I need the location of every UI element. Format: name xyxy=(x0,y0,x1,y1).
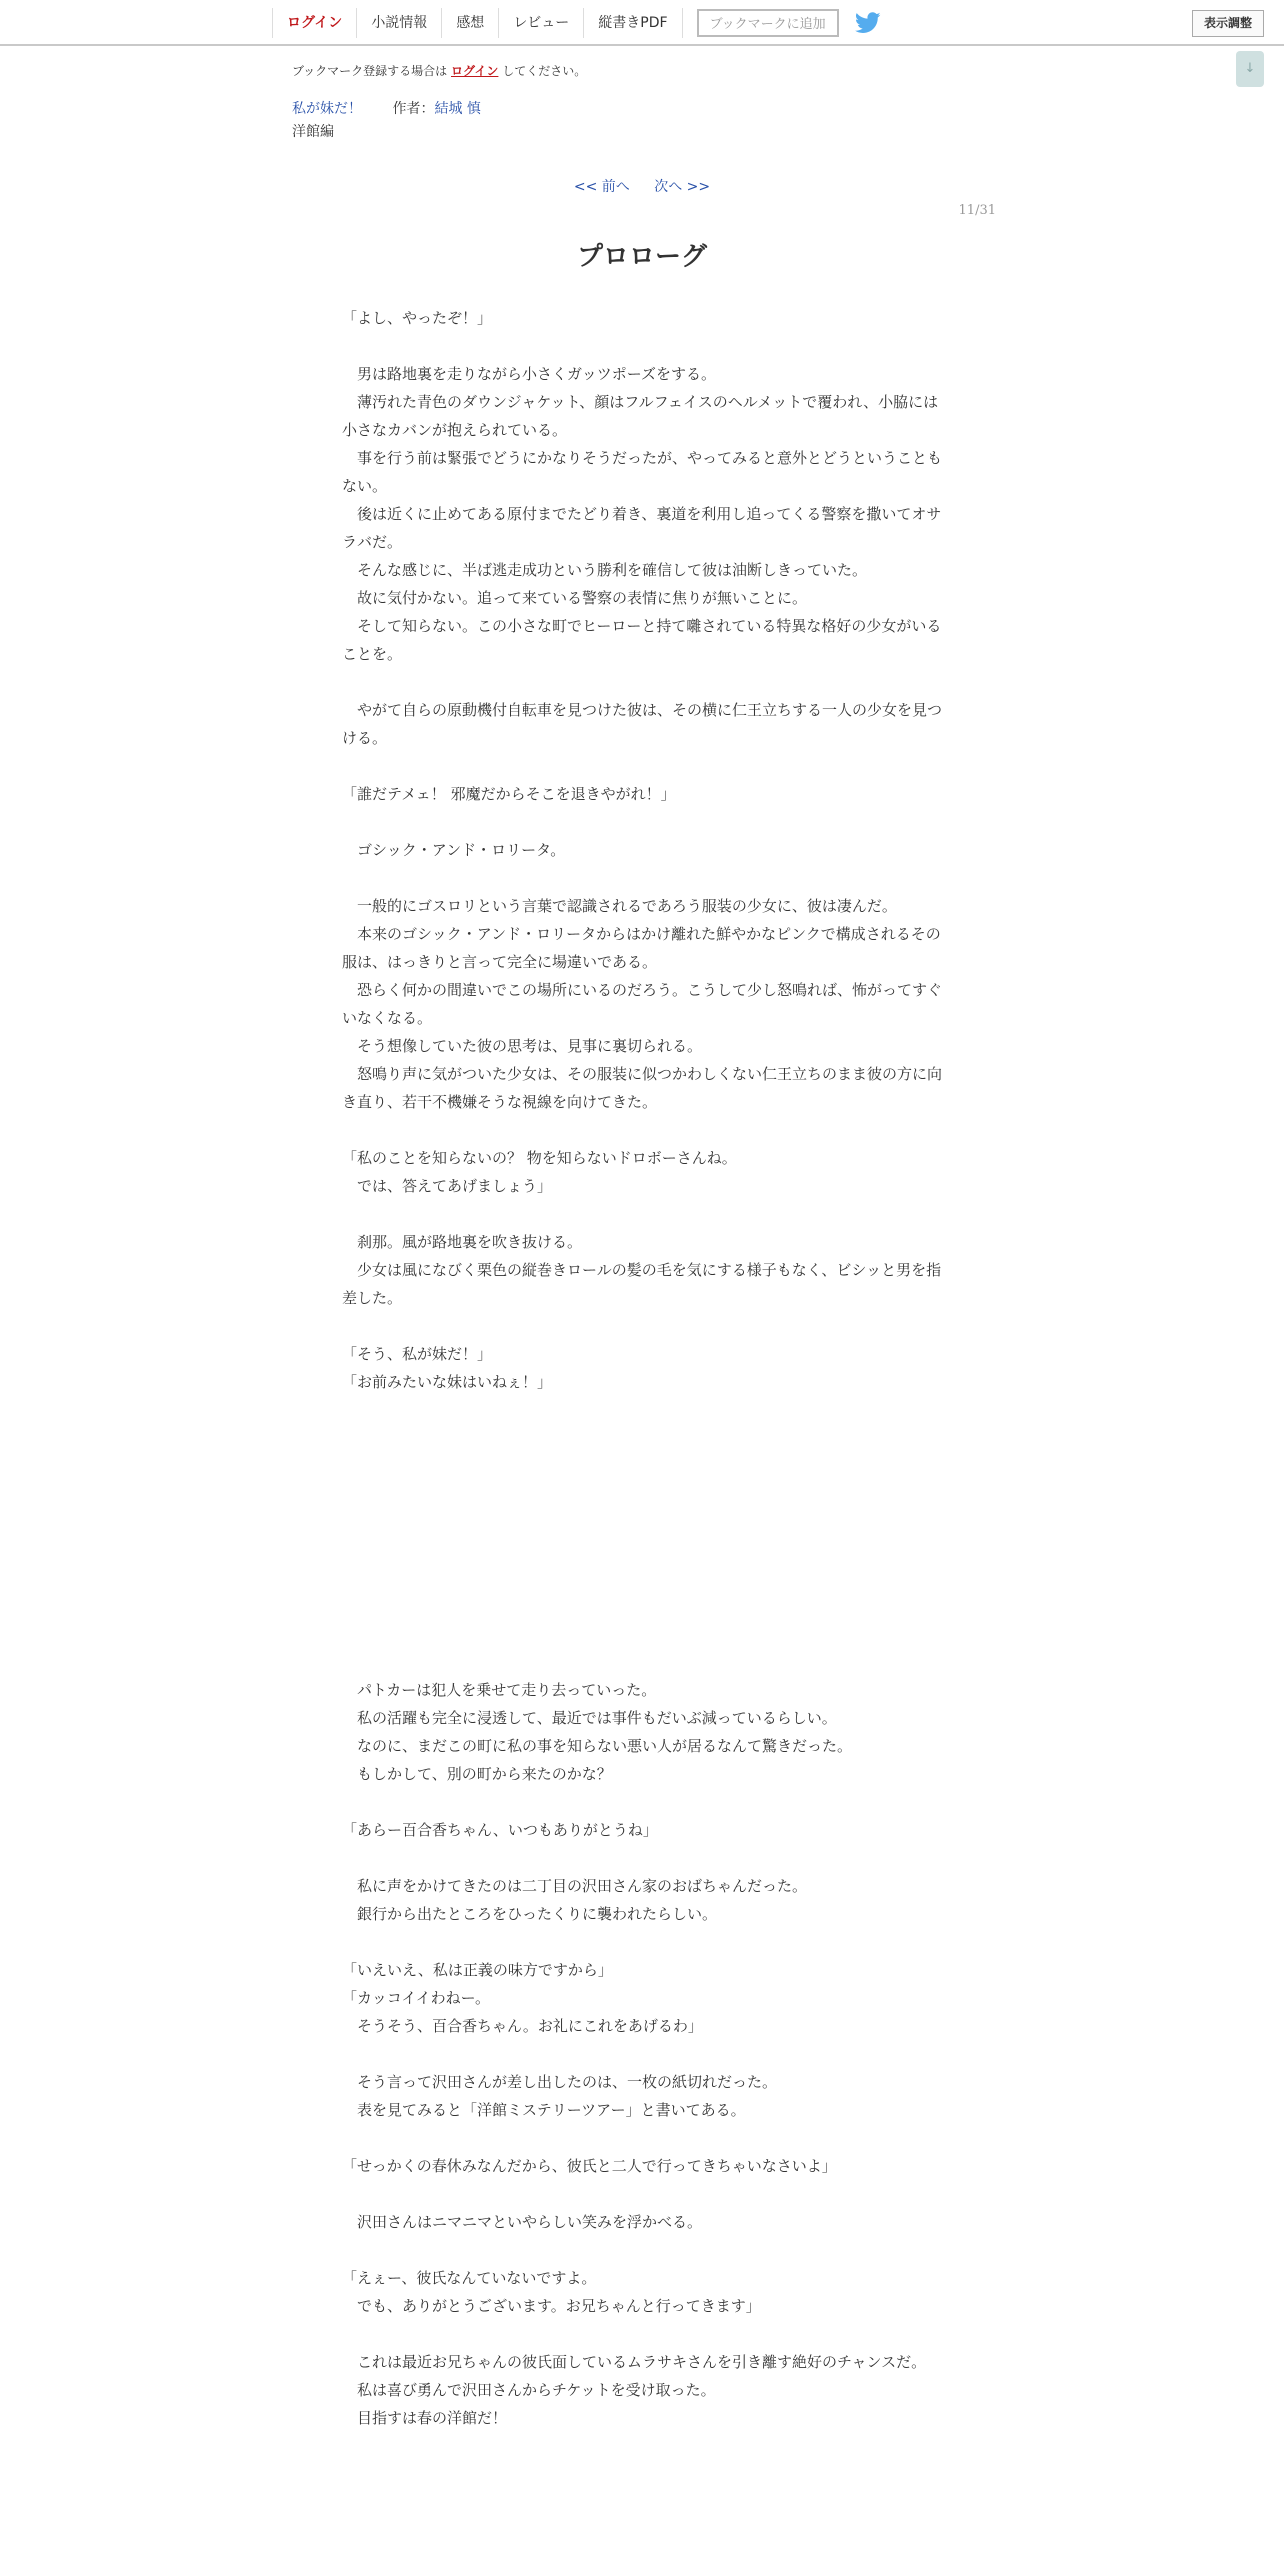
body-text-line: 男は路地裏を走りながら小さくガッツポーズをする。 xyxy=(342,365,716,383)
episode-pager xyxy=(0,176,1284,196)
scroll-down-arrow-icon[interactable]: ↓ xyxy=(1236,51,1264,87)
body-text-line xyxy=(342,864,942,892)
body-text-line: なのに、まだこの町に私の事を知らない悪い人が居るなんて驚きだった。 xyxy=(342,1737,853,1755)
nav-login-link[interactable]: ログイン xyxy=(272,8,356,38)
body-text-line xyxy=(342,1312,942,1340)
display-adjust-button[interactable]: 表示調整 xyxy=(1192,10,1264,37)
body-text-line: そう想像していた彼の思考は、見事に裏切られる。 xyxy=(342,1037,703,1055)
body-text-line xyxy=(342,808,942,836)
prev-episode-link[interactable]: << 前へ xyxy=(573,179,630,195)
add-bookmark-button[interactable]: ブックマークに追加 xyxy=(697,9,839,37)
episode-title: プロローグ xyxy=(576,242,707,272)
body-text-line: そう言って沢田さんが差し出したのは、一枚の紙切れだった。 xyxy=(342,2073,778,2091)
novel-title-link[interactable]: 私が妹だ！ xyxy=(292,101,362,117)
twitter-bird-icon[interactable] xyxy=(855,12,881,34)
body-text-line: 一般的にゴスロリという言葉で認識されるであろう服装の少女に、彼は凄んだ。 xyxy=(342,897,897,915)
body-text-line xyxy=(342,1200,942,1228)
body-text-line: 恐らく何かの間違いでこの場所にいるのだろう。こうして少し怒鳴れば、怖がってすぐいなくなる。 xyxy=(342,981,943,1027)
body-text-line: 私に声をかけてきたのは二丁目の沢田さん家のおばちゃんだった。 xyxy=(342,1877,808,1895)
body-text-line xyxy=(342,1116,942,1144)
episode-counter: 11/31 xyxy=(958,203,996,218)
body-text-line: 少女は風になびく栗色の縦巻きロールの髪の毛を気にする様子もなく、ビシッと男を指差した。 xyxy=(342,1261,942,1307)
body-text-line: そんな感じに、半ば逃走成功という勝利を確信して彼は油断しきっていた。 xyxy=(342,561,868,579)
body-text-line xyxy=(342,2320,942,2348)
body-text-line xyxy=(342,332,942,360)
body-text-line xyxy=(342,1788,942,1816)
episode-body xyxy=(342,304,942,2432)
body-text-line: 事を行う前は緊張でどうにかなりそうだったが、やってみると意外とどうということもない。 xyxy=(342,449,943,495)
body-text-line: ゴシック・アンド・ロリータ。 xyxy=(342,841,566,859)
body-text-line: 「せっかくの春休みなんだから、彼氏と二人で行ってきちゃいなさいよ」 xyxy=(342,2157,837,2175)
body-text-line: 私は喜び勇んで沢田さんからチケットを受け取った。 xyxy=(342,2381,716,2399)
body-text-line: 「えぇー、彼氏なんていないですよ。 xyxy=(342,2269,597,2287)
nav-impressions-link[interactable]: 感想 xyxy=(441,8,498,38)
body-text-line: 故に気付かない。追って来ている警察の表情に焦りが無いことに。 xyxy=(342,589,808,607)
body-text-line: 「そう、私が妹だ！」 xyxy=(342,1345,493,1363)
body-text-line: 「いえいえ、私は正義の味方ですから」 xyxy=(342,1961,613,1979)
scene-break-gap xyxy=(342,1396,942,1676)
body-text-line: 本来のゴシック・アンド・ロリータからはかけ離れた鮮やかなピンクで構成されるその服は、はっきりと言って完全に場違いである。 xyxy=(342,925,941,971)
novel-title-line xyxy=(292,98,481,118)
nav-novel-info-link[interactable]: 小説情報 xyxy=(356,8,441,38)
body-text-line: 「誰だテメェ！ 邪魔だからそこを退きやがれ！」 xyxy=(342,785,676,803)
body-text-line xyxy=(342,1928,942,1956)
body-text-line: でも、ありがとうございます。お兄ちゃんと行ってきます」 xyxy=(342,2297,761,2315)
body-text-line: 表を見てみると「洋館ミステリーツアー」と書いてある。 xyxy=(342,2101,746,2119)
nav-review-link[interactable]: レビュー xyxy=(498,8,583,38)
author-name-link[interactable]: 結城 慎 xyxy=(434,101,481,117)
body-text-line xyxy=(342,2180,942,2208)
body-text-line: では、答えてあげましょう」 xyxy=(342,1177,553,1195)
body-text-line: そうそう、百合香ちゃん。お礼にこれをあげるわ」 xyxy=(342,2017,703,2035)
body-text-line xyxy=(342,2124,942,2152)
notice-text-after: してください。 xyxy=(502,64,587,78)
body-text-line: 目指すは春の洋館だ！ xyxy=(342,2409,508,2427)
body-text-line: これは最近お兄ちゃんの彼氏面しているムラサキさんを引き離す絶好のチャンスだ。 xyxy=(342,2353,927,2371)
body-text-line: もしかして、別の町から来たのかな？ xyxy=(342,1765,612,1783)
body-text-line: 銀行から出たところをひったくりに襲われたらしい。 xyxy=(342,1905,718,1923)
body-text-line: 刹那。風が路地裏を吹き抜ける。 xyxy=(342,1233,583,1251)
body-text-line: 「カッコイイわねー。 xyxy=(342,1989,491,2007)
body-text-line: やがて自らの原動機付自転車を見つけた彼は、その横に仁王立ちする一人の少女を見つける。 xyxy=(342,701,943,747)
body-text-line xyxy=(342,2236,942,2264)
body-text-line: 怒鳴り声に気がついた少女は、その服装に似つかわしくない仁王立ちのまま彼の方に向き直り、若干不機嫌そうな視線を向けてきた。 xyxy=(342,1065,943,1111)
body-text-line xyxy=(342,752,942,780)
chapter-label: 洋館編 xyxy=(292,124,334,140)
body-text-line: 「あらー百合香ちゃん、いつもありがとうね」 xyxy=(342,1821,658,1839)
bookmark-login-notice xyxy=(292,62,586,79)
author-label: 作者： xyxy=(392,101,435,117)
body-text-line: 後は近くに止めてある原付までたどり着き、裏道を利用し追ってくる警察を撒いてオサラバだ。 xyxy=(342,505,942,551)
body-text-line: 「私のことを知らないの？ 物を知らないドロボーさんね。 xyxy=(342,1149,737,1167)
body-text-line xyxy=(342,2040,942,2068)
notice-text-before: ブックマーク登録する場合は xyxy=(292,64,448,78)
next-episode-link[interactable]: 次へ >> xyxy=(654,179,711,195)
body-text-line: 沢田さんはニマニマといやらしい笑みを浮かべる。 xyxy=(342,2213,703,2231)
header-nav xyxy=(272,0,881,46)
notice-login-link[interactable]: ログイン xyxy=(451,64,499,78)
body-text-line: パトカーは犯人を乗せて走り去っていった。 xyxy=(342,1681,657,1699)
body-text-line: 「よし、やったぞ！」 xyxy=(342,309,493,327)
body-text-line xyxy=(342,668,942,696)
body-text-line: 「お前みたいな妹はいねぇ！」 xyxy=(342,1373,553,1391)
body-text-line: 私の活躍も完全に浸透して、最近では事件もだいぶ減っているらしい。 xyxy=(342,1709,837,1727)
top-navigation-bar xyxy=(0,0,1284,46)
body-text-line: 薄汚れた青色のダウンジャケット、顔はフルフェイスのヘルメットで覆われ、小脇には小さなカバンが抱えられている。 xyxy=(342,393,939,439)
episode-body-part-1 xyxy=(342,304,942,1396)
body-text-line: そして知らない。この小さな町でヒーローと持て囃されている特異な格好の少女がいることを。 xyxy=(342,617,942,663)
episode-body-part-2 xyxy=(342,1676,942,2432)
nav-vertical-pdf-link[interactable]: 縦書きPDF xyxy=(583,8,682,38)
body-text-line xyxy=(342,1844,942,1872)
